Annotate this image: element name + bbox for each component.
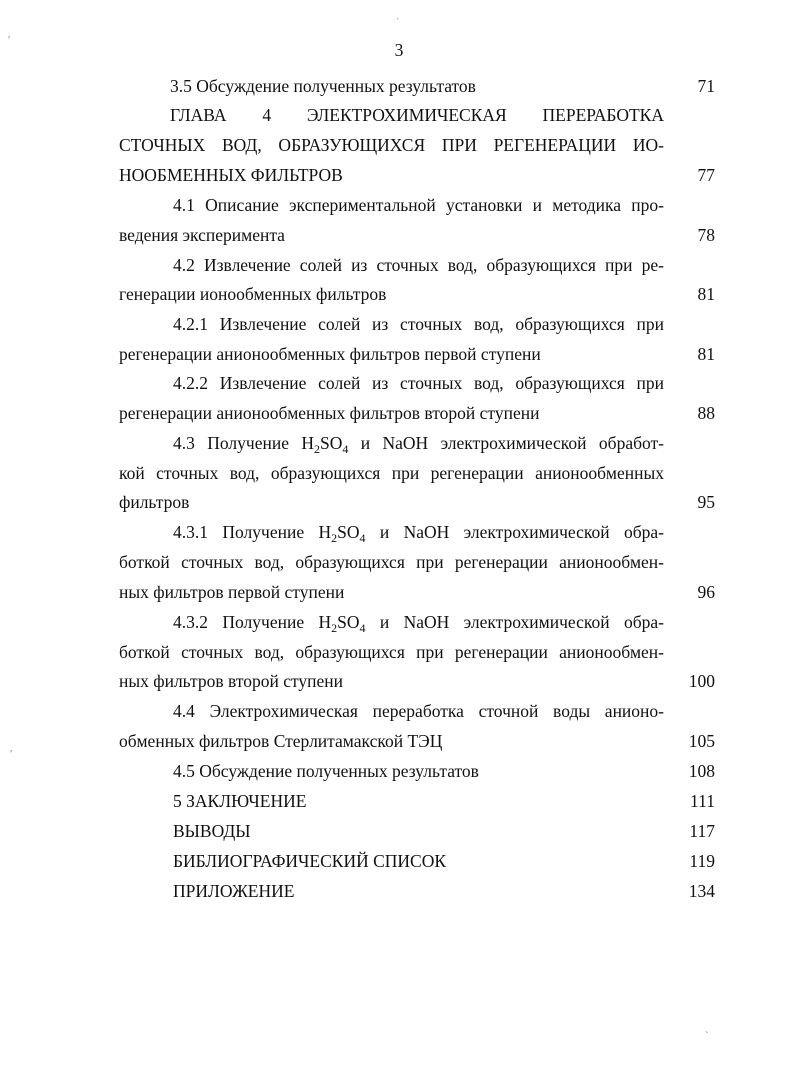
toc-entry-4-2-1-line2: регенерации анионообменных фильтров первой ступени [119,344,541,364]
toc-entry-bibliography: БИБЛИОГРАФИЧЕСКИЙ СПИСОК [173,851,447,871]
toc-page-appendix: 134 [688,881,715,901]
scan-speck: ˌ [396,8,400,20]
toc-entry-appendix: ПРИЛОЖЕНИЕ [173,881,295,901]
toc-entry-4-2-line2: генерации ионообменных фильтров [119,284,387,304]
toc-entry-4-1-line2: ведения эксперимента [119,225,285,245]
toc-page-5: 111 [690,791,715,811]
toc-entry-4-2-line1: 4.2 Извлечение солей из сточных вод, образующихся при ре- [173,255,664,275]
toc-entry-4-3-1-line2: боткой сточных вод, образующихся при регенерации анионообмен- [119,552,664,572]
toc-entry-4-3-1-line3: ных фильтров первой ступени [119,582,345,602]
toc-entry-4-3-2-line1: 4.3.2 Получение $H_2SO_4$ и NaOH электрохимической обра- [173,612,664,635]
toc-entry-4-3-2-line3: ных фильтров второй ступени [119,671,344,691]
toc-page-4-3: 95 [697,492,715,512]
toc-page-conclusions: 117 [689,821,715,841]
toc-page-chapter-4: 77 [697,165,715,185]
toc-entry-4-5: 4.5 Обсуждение полученных результатов [173,761,479,781]
toc-page-bibliography: 119 [689,851,715,871]
toc-chapter-4-line1: ГЛАВА 4 ЭЛЕКТРОХИМИЧЕСКАЯ ПЕРЕРАБОТКА [170,105,664,125]
toc-page-4-3-1: 96 [697,582,715,602]
toc-entry-4-2-1-line1: 4.2.1 Извлечение солей из сточных вод, образующихся при [173,314,664,334]
page-number: 3 [394,40,404,60]
toc-chapter-4-line2: СТОЧНЫХ ВОД, ОБРАЗУЮЩИХСЯ ПРИ РЕГЕНЕРАЦИИ ИО- [119,135,664,155]
toc-page-4-4: 105 [688,731,715,751]
scan-speck: ′ [8,34,11,46]
toc-entry-5: 5 ЗАКЛЮЧЕНИЕ [173,791,307,811]
toc-entry-4-3-line3: фильтров [119,492,190,512]
toc-page-4-3-2: 100 [688,671,715,691]
toc-entry-4-2-2-line1: 4.2.2 Извлечение солей из сточных вод, образующихся при [173,373,664,393]
toc-entry-4-3-2-line2: боткой сточных вод, образующихся при регенерации анионообмен- [119,642,664,662]
toc-entry-4-4-line2: обменных фильтров Стерлитамакской ТЭЦ [119,731,443,751]
toc-entry-4-3-line1: 4.3 Получение $H_2SO_4$ и NaOH электрохимической обработ- [173,433,664,456]
toc-entry-conclusions: ВЫВОДЫ [173,821,251,841]
toc-chapter-4-line3: НООБМЕННЫХ ФИЛЬТРОВ [119,165,343,185]
toc-page-4-2: 81 [697,284,715,304]
toc-page-4-1: 78 [697,225,715,245]
toc-page-4-2-1: 81 [697,344,715,364]
scan-speck: ′ [10,748,13,760]
toc-entry-4-3-line2: кой сточных вод, образующихся при регенерации анионообменных [119,463,664,483]
toc-entry-4-4-line1: 4.4 Электрохимическая переработка сточной воды анионо- [173,701,664,721]
toc-page-4-2-2: 88 [697,403,715,423]
toc-page-4-5: 108 [688,761,715,781]
toc-entry-4-1-line1: 4.1 Описание экспериментальной установки и методика про- [173,195,664,215]
toc-entry-4-3-1-line1: 4.3.1 Получение $H_2SO_4$ и NaOH электрохимической обра- [173,522,664,545]
scan-speck: ˋ [705,1030,709,1042]
toc-entry-3-5: 3.5 Обсуждение полученных результатов [170,76,476,96]
toc-page-3-5: 71 [697,76,715,96]
toc-entry-4-2-2-line2: регенерации анионообменных фильтров второй ступени [119,403,540,423]
